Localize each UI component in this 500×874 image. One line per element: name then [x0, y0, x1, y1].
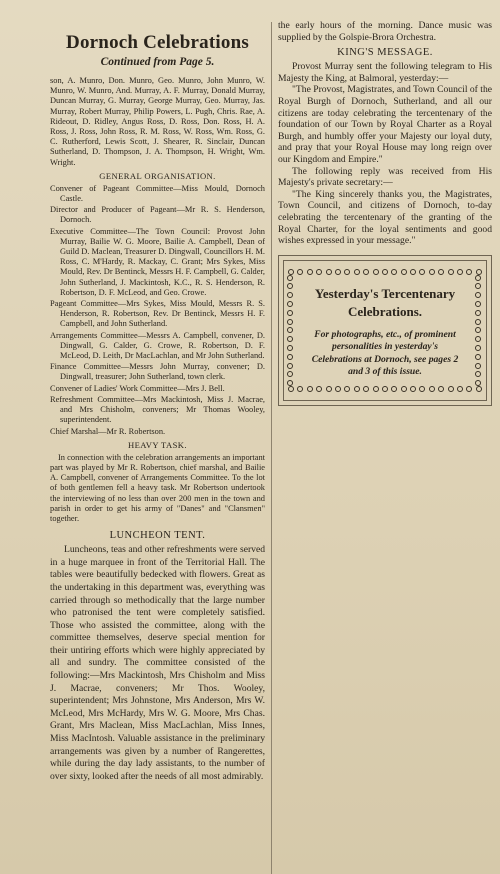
org-item: Refreshment Committee—Mrs Mackintosh, Miss J. Macrae, and Mrs Chisholm, conveners; Mr Thomas Wooley, superintendent. [50, 394, 265, 425]
notice-box-frame [283, 260, 487, 402]
notice-box [278, 255, 492, 407]
names-paragraph: son, A. Munro, Don. Munro, Geo. Munro, John Munro, W. Munro, W. Munro, And. Murray, A. F. Murray, Donald Murray, Duncan Murray, G. Murray, George Murray, Geo. Murray, Jas. Murray, Robert Murray, Philip Powers, L. Pugh, Chris. Rae, A. Rideout, D. Ridley, Angus Ross, D. Ross, Don. Ross, H. A. Ross, J. Ross, John Ross, R. M. Ross, W. Ross, Wm. Ross, G. C. Rutherford, Lewis Scott, J. Shearer, R. Sinclair, Duncan Sutherland, D. Thompson, J. A. Thompson, H. Wright, Wm. Wright. [50, 76, 265, 167]
continued-note: Continued from Page 5. [100, 56, 215, 68]
message-intro: Provost Murray sent the following telegram to His Majesty the King, at Balmoral, yesterday:— [278, 61, 492, 84]
heavy-task-text: In connection with the celebration arrangements an important part was played by Mr R. Robertson, chief marshal, and Bailie A. Campbell, convener of Arrangements Committee. To the lot of both gentlemen fell a heavy task. Mr Robertson undertook the interviewing of no less than over 200 men in the town and parish in order to get his army of "Danes" and "Clansmen" together. [50, 452, 265, 523]
luncheon-tent-heading: LUNCHEON TENT. [109, 530, 206, 542]
ornament-border-right [475, 275, 483, 387]
notice-title: Yesterday's Tercentenary Celebrations. [314, 285, 456, 319]
left-column [50, 22, 272, 874]
org-item: Executive Committee—The Town Council: Provost John Murray, Bailie W. G. Moore, Bailie A. Campbell, Dean of Guild D. Maclean, Treasurer D. Dingwall, Councillors H. M. Ross, C. M'Hardy, R. Mackay, C. Grant; Mrs Sykes, Miss Mould, Rev. Dr Bentinck, Messrs H. F. Campbell, G. Calder, John Sutherland, J. Mackintosh, K.C., R. S. Henderson, R. Robertson, D. F. McLeod, and Geo. Crowe. [50, 226, 265, 297]
org-item: Convener of Pageant Committee—Miss Mould, Dornoch Castle. [50, 183, 265, 204]
reply-intro: The following reply was received from His Majesty's private secretary:— [278, 165, 492, 189]
org-item: Pageant Committee—Mrs Sykes, Miss Mould, Messrs R. S. Henderson, R. Robertson, Rev. Dr Bentinck, Messrs H. F. Campbell, and John Sutherland. [50, 299, 265, 329]
reply-text: "The King sincerely thanks you, the Magistrates, Town Council, and citizens of Dornoch, to-day celebrating the tercentenary of the granting of the Royal Charter, for the loyal sentiments and good wishes expressed in your message." [278, 188, 492, 247]
telegram-text: "The Provost, Magistrates, and Town Council of the Royal Burgh of Dornoch, Sutherland, and all our citizens are today celebrating the tercentenary of the foundation of our Town by Royal Charter as a Royal Burgh, and humbly offer your Majesty our loyal duty, and pray that your Royal House may long reign over our Kingdom and Empire." [278, 84, 492, 165]
ornament-border-top [288, 269, 482, 275]
org-item: Director and Producer of Pageant—Mr R. S. Henderson, Dornoch. [50, 205, 265, 225]
org-item: Convener of Ladies' Work Committee—Mrs J. Bell. [50, 383, 225, 393]
org-item: Arrangements Committee—Messrs A. Campbell, convener, D. Dingwall, G. Calder, G. Crowe, R. Robertson, D. F. McLeod, D. Leith, Dr MacLachlan, and Mr John Sutherland. [50, 330, 265, 361]
org-item: Finance Committee—Messrs John Murray, convener; D. Dingwall, treasurer; John Sutherland, town clerk. [50, 362, 265, 382]
right-column [278, 20, 492, 520]
kings-message-heading: KING'S MESSAGE. [337, 47, 433, 59]
dance-text: the early hours of the morning. Dance music was supplied by the Golspie-Brora Orchestra. [278, 20, 492, 43]
heavy-task-heading: HEAVY TASK. [128, 439, 187, 450]
ornament-border-left [287, 275, 295, 387]
headline: Dornoch Celebrations [66, 32, 249, 53]
general-organisation-heading: GENERAL ORGANISATION. [99, 170, 216, 181]
luncheon-tent-text: Luncheons, teas and other refreshments were served in a huge marquee in front of the Territorial Hall. The tables were beautifully bedecked with flowers. Great as the undertaking in this department was, everything was carried through so methodically that the large number who patronised the tent were completely satisfied. Those who assisted the committee, along with the committee themselves, deserve special mention for their untiring efforts which were highly appreciated by all and sundry. The committee consisted of the following:—Mrs Mackintosh, Mrs Chisholm and Miss J. Macrae, conveners; Mr Thos. Wooley, superintendent; Mrs Johnstone, Mrs Anderson, Mrs W. McLeod, Mrs McHardy, Mrs W. G. Moore, Mrs Chas. Grant, Mrs Maclean, Miss MacLachlan, Miss Innes, Miss MacIntosh. Valuable assistance in the preliminary arrangements was given by a number of Rangerettes, while during the day lady assistants, to the number of over sixty, looked after the needs of all most admirably. [50, 544, 265, 782]
ornament-border-bottom [288, 386, 482, 392]
org-item: Chief Marshal—Mr R. Robertson. [50, 426, 166, 436]
notice-text: For photographs, etc., of prominent personalities in yesterday's Celebrations at Dornoch, see pages 2 and 3 of this issue. [311, 328, 459, 377]
